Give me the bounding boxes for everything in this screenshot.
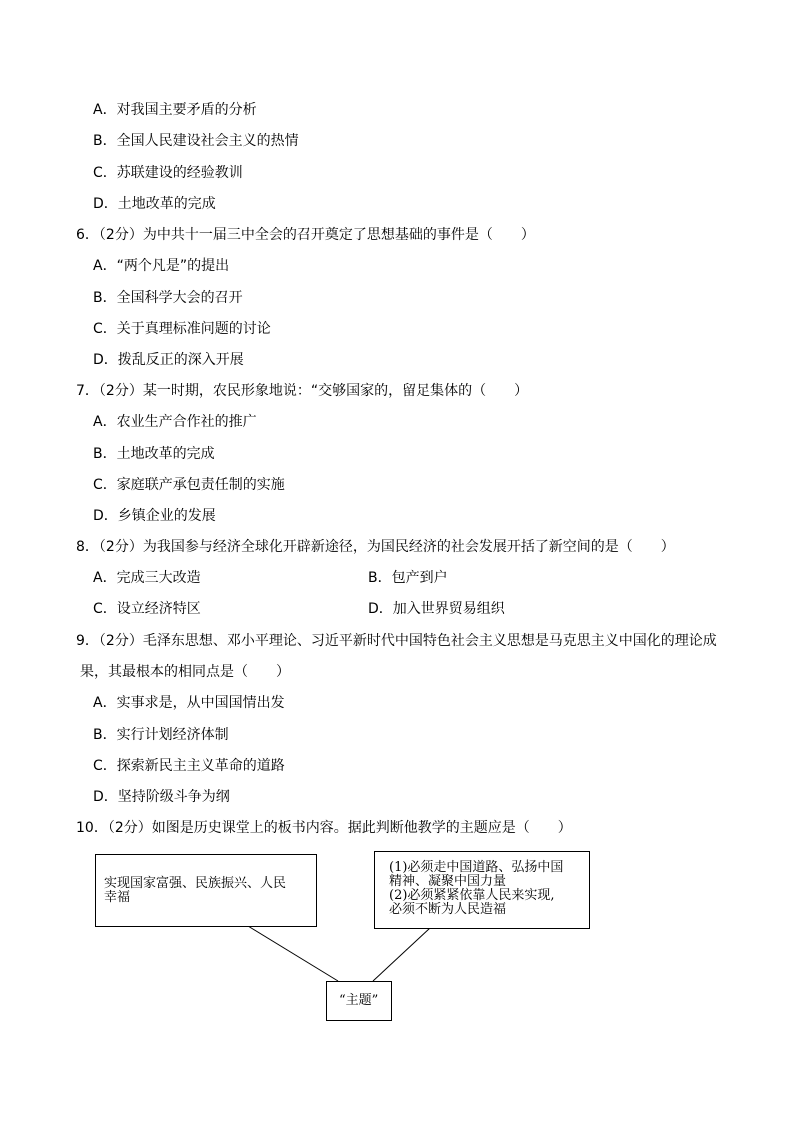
q6-option-d: D．拨乱反正的深入开展 — [93, 352, 244, 368]
question-6-stem: 6．（2分）为中共十一届三中全会的召开奠定了思想基础的事件是（ ） — [76, 227, 535, 243]
question-8-stem: 8．（2分）为我国参与经济全球化开辟新途径，为国民经济的社会发展开括了新空间的是（ ） — [76, 539, 675, 555]
diagram-center-box — [326, 981, 392, 1021]
diagram-left-box — [95, 854, 317, 927]
q7-option-c: C．家庭联产承包责任制的实施 — [93, 477, 285, 493]
option-a: A．对我国主要矛盾的分析 — [93, 102, 257, 118]
connector-left — [248, 926, 338, 981]
q7-option-b: B．土地改革的完成 — [93, 446, 215, 462]
q8-option-c: C．设立经济特区 — [93, 601, 201, 617]
q9-option-c: C．探索新民主主义革命的道路 — [93, 758, 285, 774]
left-box-line1: 实现国家富强、民族振兴、人民 — [104, 876, 287, 891]
q9-option-a: A．实事求是，从中国国情出发 — [93, 695, 285, 711]
question-9-stem-line1: 9．（2分）毛泽东思想、邓小平理论、习近平新时代中国特色社会主义思想是马克思主义中国化的理论成 — [76, 633, 717, 649]
q7-option-a: A．农业生产合作社的推广 — [93, 414, 257, 430]
right-box-line1: (1)必须走中国道路、弘扬中国 — [389, 860, 564, 875]
q6-option-b: B．全国科学大会的召开 — [93, 290, 243, 306]
right-box-line2: 精神、凝聚中国力量 — [389, 874, 507, 889]
right-box-line3: (2)必须紧紧依靠人民来实现, — [389, 888, 555, 903]
left-box-line2: 幸福 — [104, 890, 131, 905]
q6-option-c: C．关于真理标准问题的讨论 — [93, 321, 271, 337]
option-d: D．土地改革的完成 — [93, 196, 216, 212]
q8-option-d: D．加入世界贸易组织 — [368, 601, 505, 617]
option-b: B．全国人民建设社会主义的热情 — [93, 133, 299, 149]
q7-option-d: D．乡镇企业的发展 — [93, 508, 216, 524]
connector-right — [373, 928, 430, 981]
diagram-right-box — [374, 851, 590, 929]
right-box-line4: 必须不断为人民造福 — [389, 902, 507, 917]
q6-option-a: A．“两个凡是”的提出 — [93, 258, 230, 274]
q8-option-b: B．包产到户 — [368, 570, 448, 586]
q9-option-b: B．实行计划经济体制 — [93, 727, 229, 743]
question-10-stem: 10．（2分）如图是历史课堂上的板书内容。据此判断他教学的主题应是（ ） — [76, 820, 572, 836]
question-9-stem-line2: 果，其最根本的相同点是（ ） — [80, 664, 290, 680]
question-7-stem: 7．（2分）某一时期，农民形象地说：“交够国家的，留足集体的（ ） — [76, 383, 529, 399]
q8-option-a: A．完成三大改造 — [93, 570, 201, 586]
option-c: C．苏联建设的经验教训 — [93, 165, 243, 181]
q9-option-d: D．坚持阶级斗争为纲 — [93, 789, 230, 805]
center-box-label: “主题” — [339, 993, 379, 1008]
